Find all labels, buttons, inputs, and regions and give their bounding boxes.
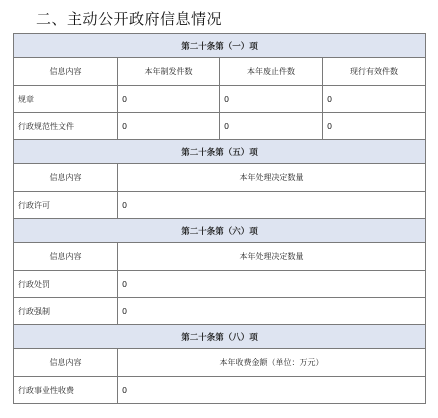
page-title: 二、主动公开政府信息情况: [36, 10, 223, 28]
row-label: 行政事业性收费: [14, 377, 118, 404]
column-header-row: [14, 349, 426, 377]
column-header: 信息内容: [14, 243, 118, 271]
table-row: [14, 192, 426, 219]
column-header-row: [14, 58, 426, 86]
cell-value: 0: [323, 86, 426, 113]
column-header: 本年收费金额（单位：万元）: [118, 349, 426, 377]
section-header-2: [14, 140, 426, 164]
cell-value: 0: [118, 271, 426, 298]
row-label: 行政处罚: [14, 271, 118, 298]
column-header-row: [14, 164, 426, 192]
row-label: 行政强制: [14, 298, 118, 325]
column-header: 本年处理决定数量: [118, 164, 426, 192]
column-header: 本年处理决定数量: [118, 243, 426, 271]
section-header-4: [14, 325, 426, 349]
cell-value: 0: [220, 113, 323, 140]
section-title: 第二十条第（六）项: [14, 219, 426, 243]
column-header: 现行有效件数: [323, 58, 426, 86]
table-row: [14, 113, 426, 140]
table-row: [14, 298, 426, 325]
cell-value: 0: [118, 377, 426, 404]
cell-value: 0: [118, 113, 220, 140]
row-label: 规章: [14, 86, 118, 113]
section-title: 第二十条第（八）项: [14, 325, 426, 349]
row-label: 行政许可: [14, 192, 118, 219]
column-header-row: [14, 243, 426, 271]
section-header-1: [14, 34, 426, 58]
column-header: 本年制发件数: [118, 58, 220, 86]
row-label: 行政规范性文件: [14, 113, 118, 140]
column-header: 本年废止件数: [220, 58, 323, 86]
disclosure-table: [13, 33, 426, 404]
column-header: 信息内容: [14, 58, 118, 86]
column-header: 信息内容: [14, 164, 118, 192]
section-title: 第二十条第（一）项: [14, 34, 426, 58]
cell-value: 0: [118, 86, 220, 113]
table-row: [14, 271, 426, 298]
cell-value: 0: [118, 298, 426, 325]
table-row: [14, 377, 426, 404]
cell-value: 0: [220, 86, 323, 113]
cell-value: 0: [118, 192, 426, 219]
cell-value: 0: [323, 113, 426, 140]
table-row: [14, 86, 426, 113]
section-header-3: [14, 219, 426, 243]
column-header: 信息内容: [14, 349, 118, 377]
section-title: 第二十条第（五）项: [14, 140, 426, 164]
